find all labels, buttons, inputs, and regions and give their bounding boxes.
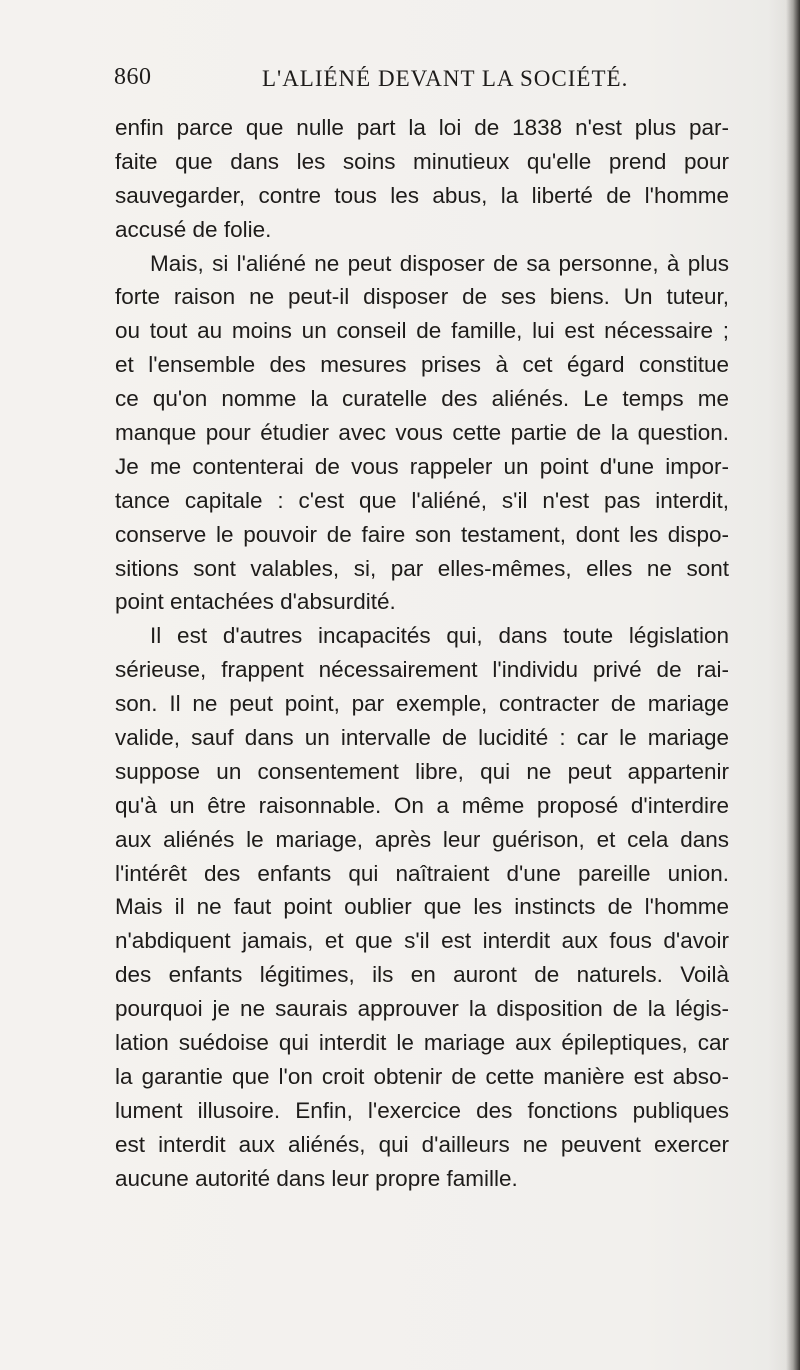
text-line: ce qu'on nomme la curatelle des aliénés. Le temps me xyxy=(115,386,729,412)
text-line: pourquoi je ne saurais approuver la disposition de la légis- xyxy=(115,996,729,1022)
text-line: enfin parce que nulle part la loi de 1838 n'est plus par- xyxy=(115,115,729,140)
text-line: est interdit aux aliénés, qui d'ailleurs ne peuvent exercer xyxy=(115,1131,729,1157)
text-line: n'abdiquent jamais, et que s'il est interdit aux fous d'avoir xyxy=(115,928,729,954)
text-line: ou tout au moins un conseil de famille, lui est nécessaire ; xyxy=(115,318,729,344)
text-line: faite que dans les soins minutieux qu'elle prend pour xyxy=(115,148,729,174)
text-line: valide, sauf dans un intervalle de lucidité : car le mariage xyxy=(115,725,729,751)
page-number: 860 xyxy=(114,64,152,90)
text-line: sauvegarder, contre tous les abus, la liberté de l'homme xyxy=(115,182,729,208)
text-line: Mais, si l'aliéné ne peut disposer de sa personne, à plus xyxy=(150,250,729,276)
text-line: aux aliénés le mariage, après leur guérison, et cela dans xyxy=(115,826,729,852)
text-line: suppose un consentement libre, qui ne peut appartenir xyxy=(115,758,729,784)
text-line: accusé de folie. xyxy=(115,216,272,242)
page-edge-shadow xyxy=(786,0,800,1370)
text-line: Je me contenterai de vous rappeler un point d'une impor- xyxy=(115,453,729,479)
text-line: lation suédoise qui interdit le mariage aux épileptiques, car xyxy=(115,1030,729,1056)
body-text xyxy=(115,111,729,1196)
text-line: son. Il ne peut point, par exemple, contracter de mariage xyxy=(115,691,729,717)
text-line: lument illusoire. Enfin, l'exercice des fonctions publiques xyxy=(115,1097,729,1123)
text-line: des enfants légitimes, ils en auront de naturels. Voilà xyxy=(115,962,729,988)
text-line: l'intérêt des enfants qui naîtraient d'une pareille union. xyxy=(115,860,729,886)
text-line: forte raison ne peut-il disposer de ses biens. Un tuteur, xyxy=(115,284,729,310)
running-title: L'ALIÉNÉ DEVANT LA SOCIÉTÉ. xyxy=(262,66,629,91)
text-line: aucune autorité dans leur propre famille. xyxy=(115,1165,518,1191)
text-line: point entachées d'absurdité. xyxy=(115,589,396,615)
page-header xyxy=(114,64,734,94)
text-line: sitions sont valables, si, par elles-mêmes, elles ne sont xyxy=(115,555,729,581)
text-line: manque pour étudier avec vous cette partie de la question. xyxy=(115,420,729,446)
text-line: Il est d'autres incapacités qui, dans toute législation xyxy=(150,623,729,649)
text-line: et l'ensemble des mesures prises à cet égard constitue xyxy=(115,352,729,378)
text-line: qu'à un être raisonnable. On a même proposé d'interdire xyxy=(115,792,729,818)
text-line: Mais il ne faut point oublier que les instincts de l'homme xyxy=(115,894,729,920)
text-line: conserve le pouvoir de faire son testament, dont les dispo- xyxy=(115,521,729,547)
text-line: tance capitale : c'est que l'aliéné, s'il n'est pas interdit, xyxy=(115,487,729,513)
text-line: la garantie que l'on croit obtenir de cette manière est abso- xyxy=(115,1063,729,1089)
text-line: sérieuse, frappent nécessairement l'individu privé de rai- xyxy=(115,657,729,683)
